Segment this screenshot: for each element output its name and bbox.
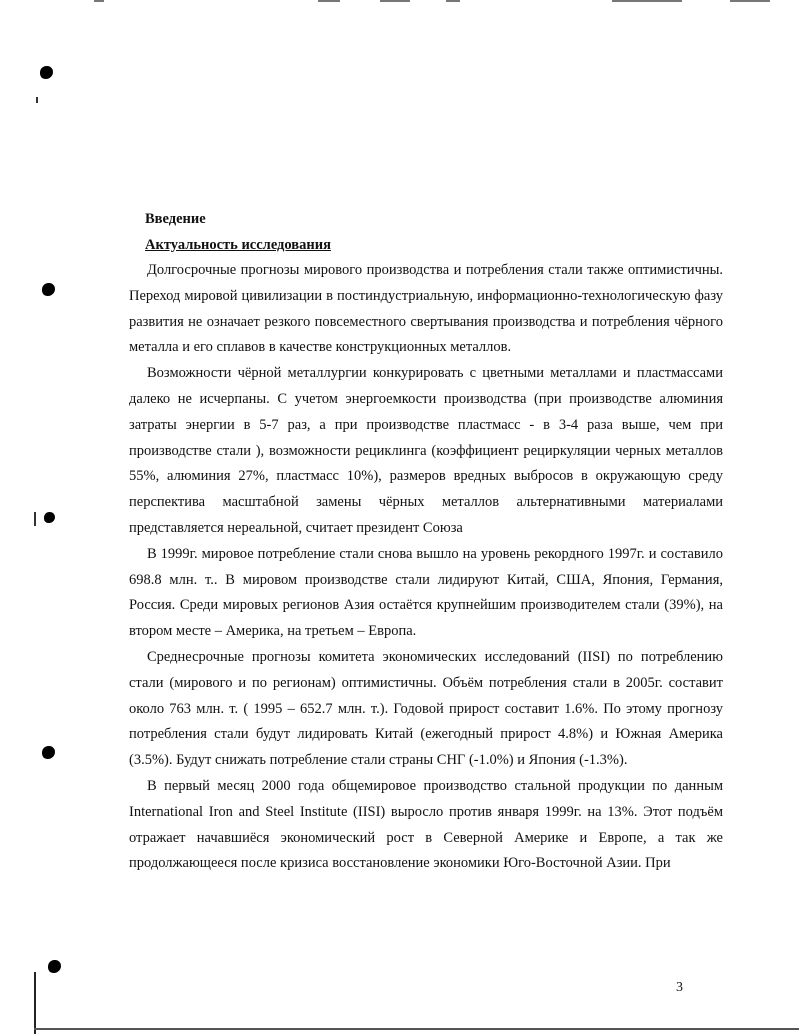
section-heading: Введение	[145, 211, 206, 227]
scan-speck	[34, 512, 36, 526]
binder-hole-mark	[40, 66, 53, 79]
binder-hole-mark	[42, 746, 55, 759]
paragraph: В 1999г. мировое потребление стали снова вышло на уровень рекордного 1997г. и составило 698.8 млн. т.. В мировом производстве стали лидируют Китай, США, Япония, Германия, Россия. Среди мировых регионов Азия остаётся крупнейшим производителем стали (39%), на втором месте – Америка, на третьем – Европа.	[129, 545, 723, 640]
binder-hole-mark	[48, 960, 61, 973]
paragraph: Среднесрочные прогнозы комитета экономических исследований (IISI) по потреблению стали (мирового и по регионам) оптимистичны. Объём потребления стали в 2005г. составит около 763 млн. т. ( 1995 – 652.7 млн. т.). Годовой прирост составит 1.6%. По этому прогнозу потребления стали будут лидировать Китай (ежегодный прирост 4.8%) и Южная Америка (3.5%). Будут снижать потребление стали страны СНГ (-1.0%) и Япония (-1.3%).	[129, 648, 723, 769]
scan-top-marks	[0, 0, 799, 4]
paragraph: В первый месяц 2000 года общемировое производство стальной продукции по данным International Iron and Steel Institute (IISI) выросло против января 1999г. на 13%. Этот подъём отражает начавшиёся экономический рост в Северной Америке и Европе, а так же продолжающееся после кризиса восстановление экономики Юго-Восточной Азии. При	[129, 777, 723, 872]
scan-bottom-border	[34, 1028, 799, 1030]
subsection-heading: Актуальность исследования	[145, 237, 331, 253]
binder-hole-mark	[44, 512, 55, 523]
document-body	[129, 206, 723, 877]
paragraph: Долгосрочные прогнозы мирового производства и потребления стали также оптимистичны. Переход мировой цивилизации в постиндустриальную, информационно-технологическую фазу развития не означает резкого повсеместного свертывания производства и потребления чёрного металла и его сплавов в качестве конструкционных металлов.	[129, 262, 723, 356]
scan-speck	[36, 97, 38, 103]
paragraph: Возможности чёрной металлургии конкурировать с цветными металлами и пластмассами далеко не исчерпаны. С учетом энергоемкости производства (при производстве алюминия затраты энергии в 5-7 раз, а при производстве пластмасс - в 3-4 раза выше, чем при производстве стали ), возможности рециклинга (коэффициент рециркуляции черных металлов 55%, алюминия 27%, пластмасс 10%), размеров вредных выбросов в окружающую среду перспектива масштабной замены чёрных металлов альтернативными материалами представляется нереальной, считает президент Союза	[129, 365, 723, 536]
scan-left-border	[34, 972, 36, 1034]
binder-hole-mark	[42, 283, 55, 296]
page-number: 3	[676, 980, 683, 995]
